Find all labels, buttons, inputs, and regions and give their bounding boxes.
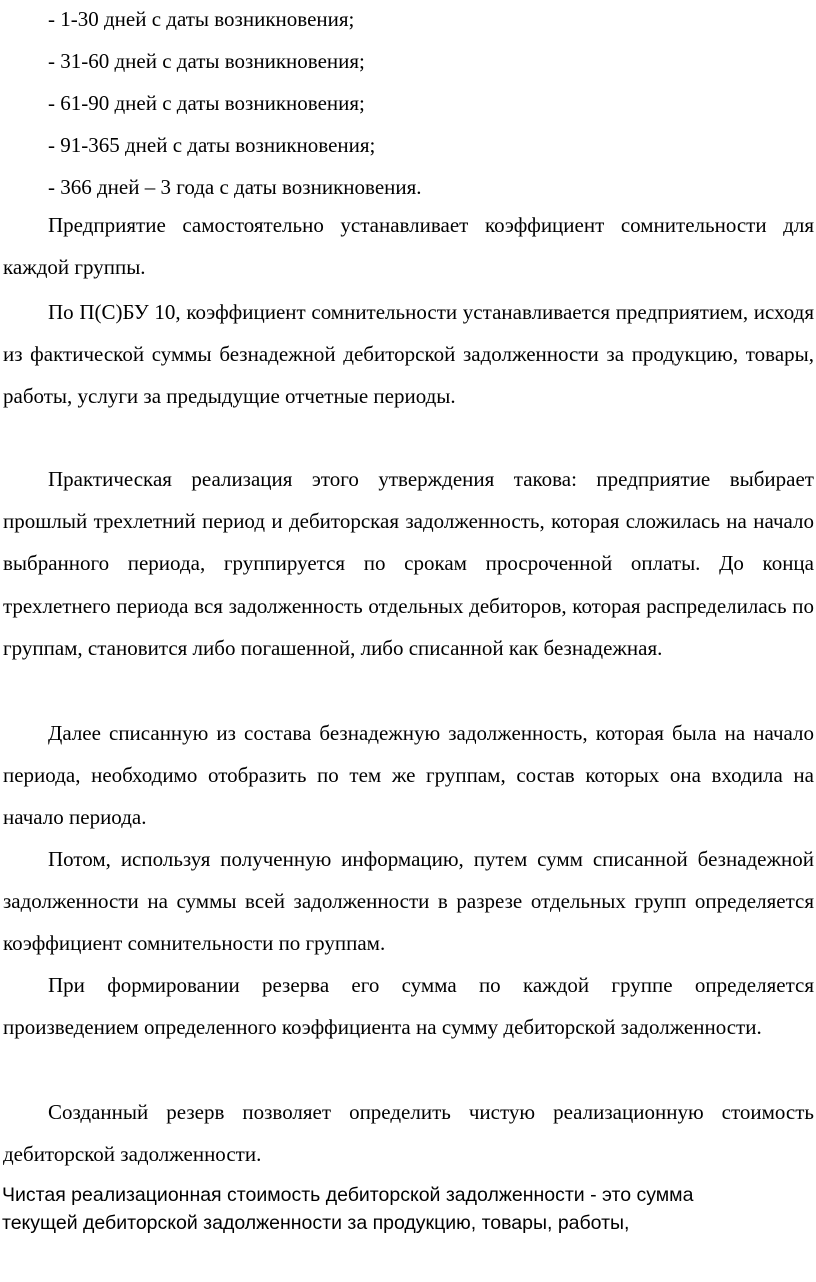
paragraph: Практическая реализация этого утверждения такова: предприятие выбирает прошлый трехлетний период и дебиторская задолженность, которая сложилась на начало выбранного периода, группируется по срокам просроченной оплаты. До конца трехлетнего периода вся задолженность отдельных дебиторов, которая распределилась по группам, становится либо погашенной, либо списанной как безнадежная. xyxy=(3,467,814,660)
paragraph: Далее списанную из состава безнадежную задолженность, которая была на начало периода, необходимо отобразить по тем же группам, состав которых она входила на начало периода. xyxy=(3,721,814,830)
paragraph: Потом, используя полученную информацию, путем сумм списанной безнадежной задолженности на суммы всей задолженности в разрезе отдельных групп определяется коэффициент сомнительности по группам. xyxy=(3,847,814,956)
list-item: - 61-90 дней с даты возникновения; xyxy=(48,91,365,115)
list-item: - 91-365 дней с даты возникновения; xyxy=(48,133,376,157)
footer-line: Чистая реализационная стоимость дебиторской задолженности - это сумма xyxy=(2,1184,694,1206)
paragraph: При формировании резерва его сумма по каждой группе определяется произведением определенного коэффициента на сумму дебиторской задолженности. xyxy=(3,973,814,1040)
footer-line: текущей дебиторской задолженности за продукцию, товары, работы, xyxy=(2,1212,630,1234)
paragraph: По П(С)БУ 10, коэффициент сомнительности устанавливается предприятием, исходя из фактической суммы безнадежной дебиторской задолженности за продукцию, товары, работы, услуги за предыдущие отчетные периоды. xyxy=(3,300,814,409)
paragraph: Предприятие самостоятельно устанавливает коэффициент сомнительности для каждой группы. xyxy=(3,213,814,280)
paragraph: Созданный резерв позволяет определить чистую реализационную стоимость дебиторской задолженности. xyxy=(3,1100,814,1167)
list-item: - 366 дней – 3 года с даты возникновения. xyxy=(48,175,422,199)
list-item: - 31-60 дней с даты возникновения; xyxy=(48,49,365,73)
list-item: - 1-30 дней с даты возникновения; xyxy=(48,7,355,31)
